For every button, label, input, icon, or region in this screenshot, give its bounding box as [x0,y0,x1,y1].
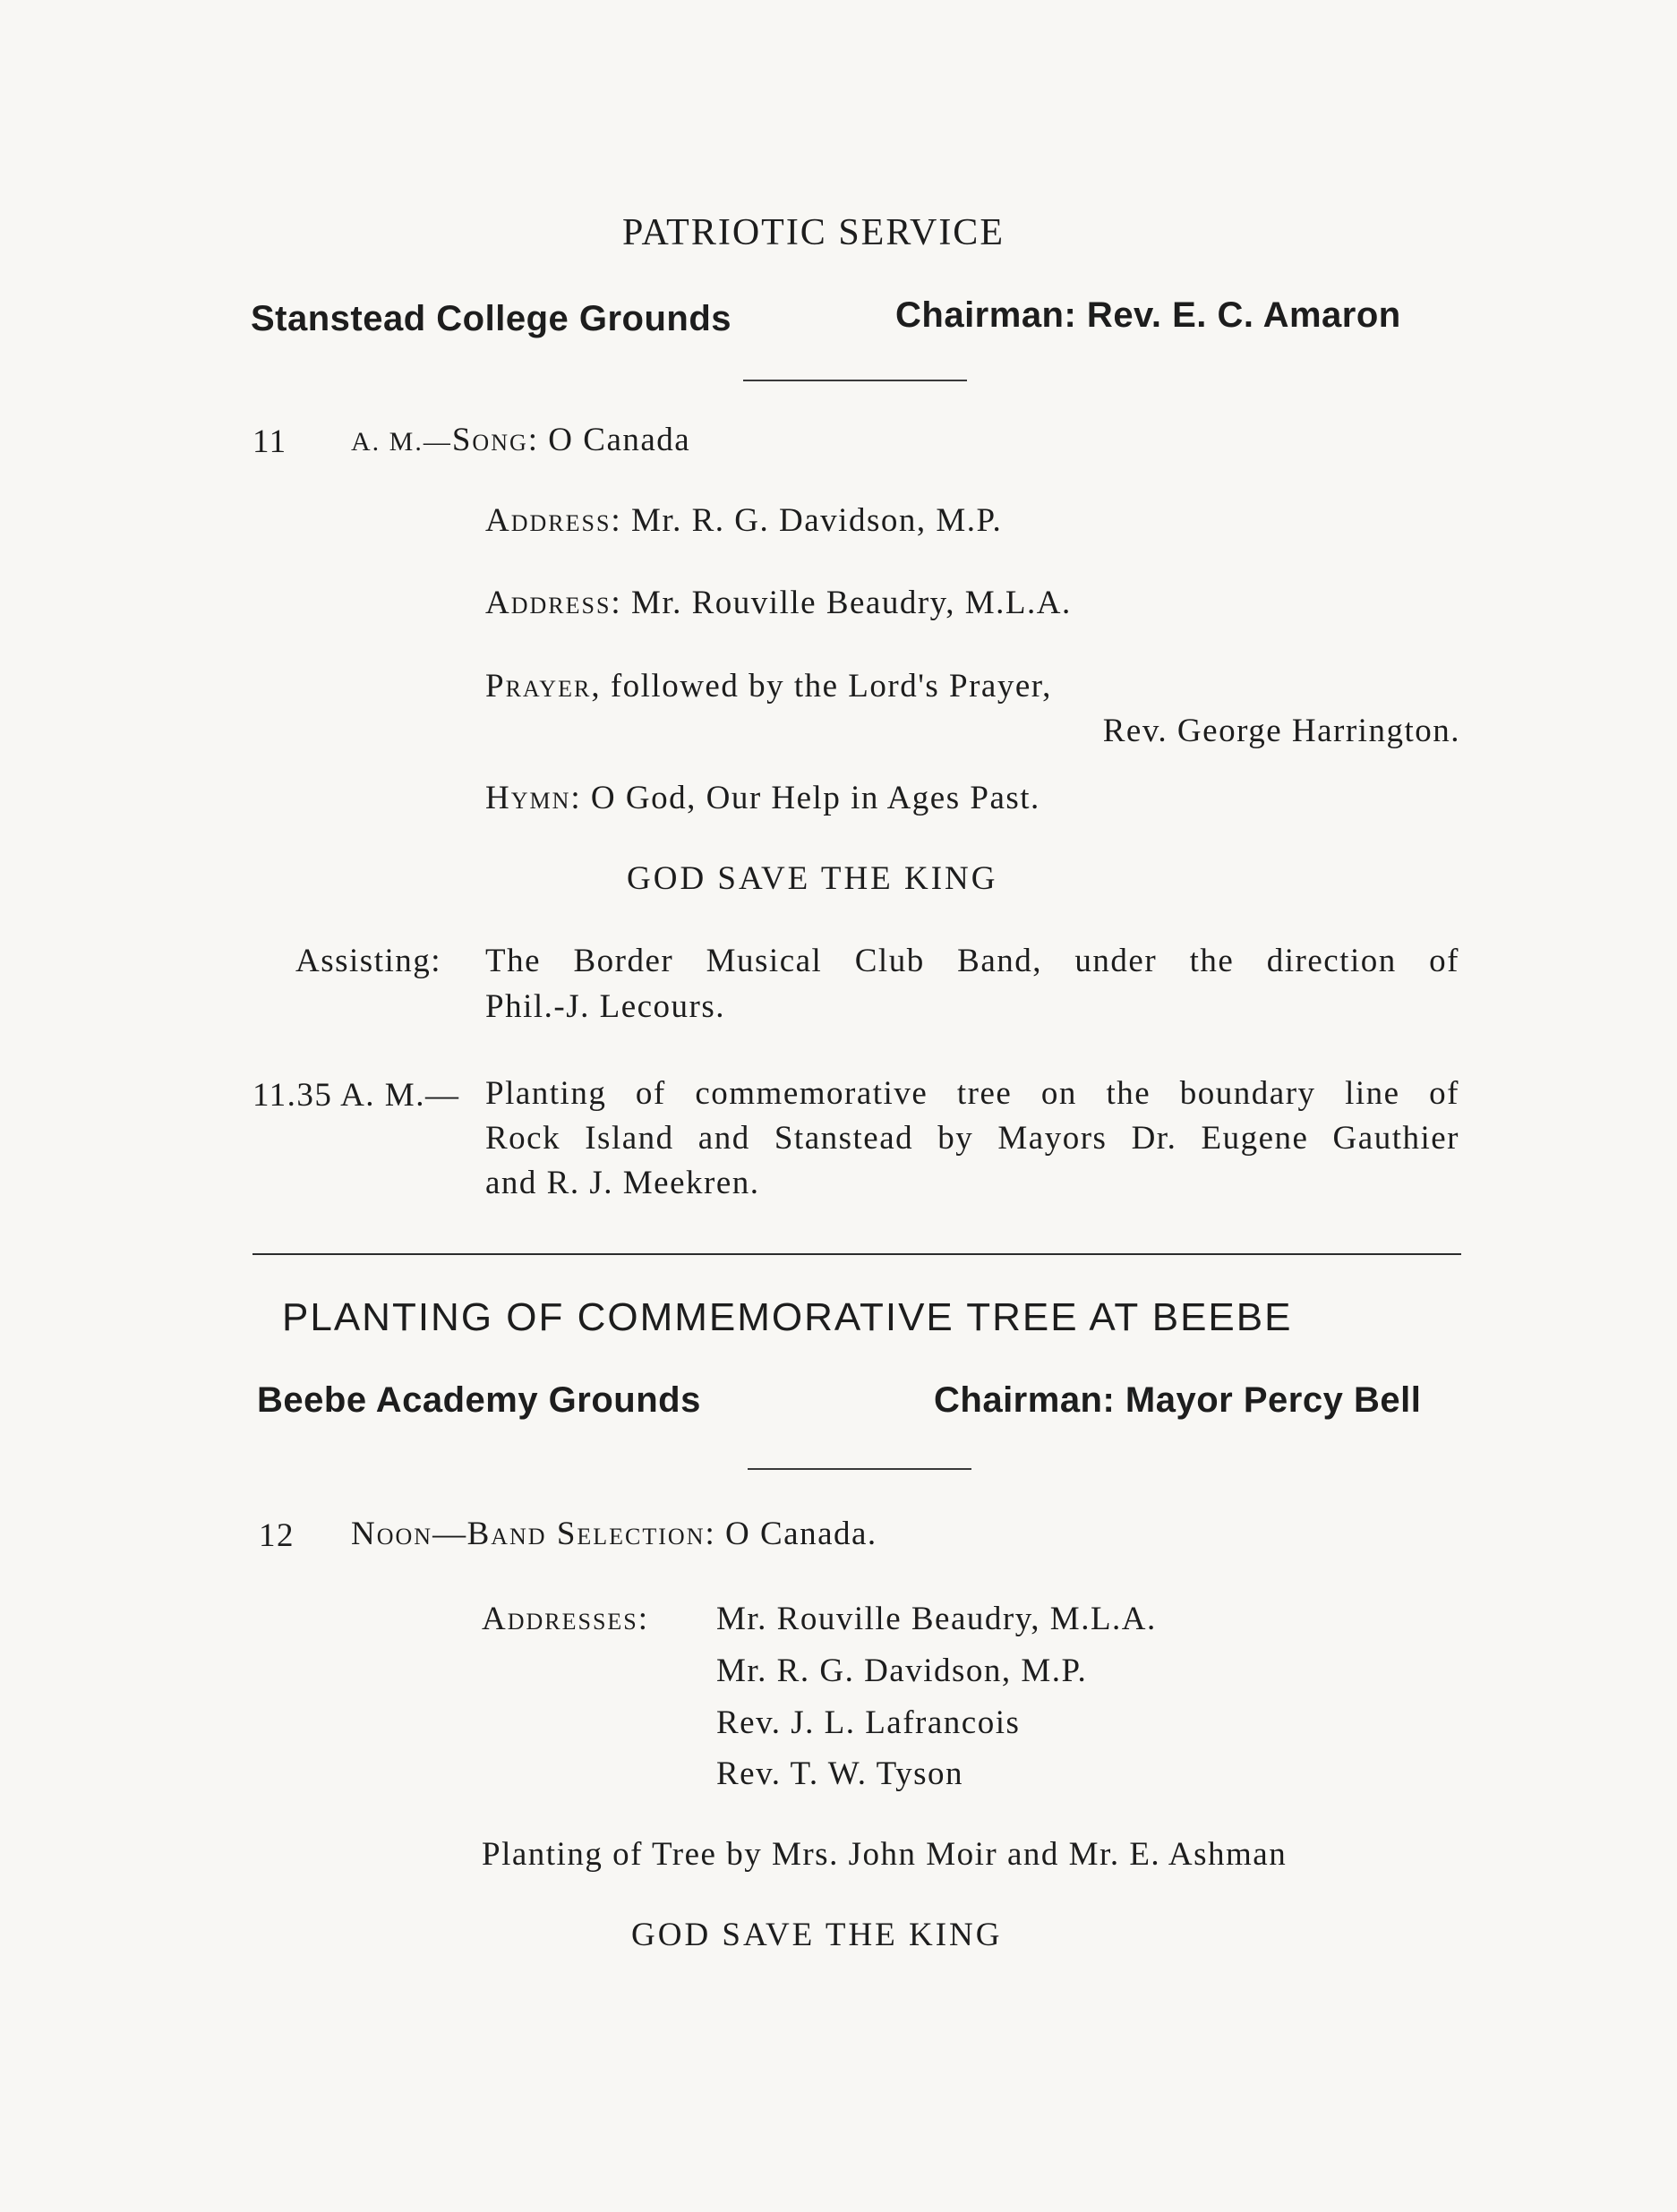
planting-line2: Rock Island and Stanstead by Mayors Dr. Eugene Gauthier [485,1120,1459,1157]
planting-line1: Planting of commemorative tree on the boundary line of [485,1075,1459,1112]
addresses-label: Addresses [482,1601,638,1637]
address1-value: : Mr. R. G. Davidson, M.P. [611,502,1003,539]
planting-tree: Planting of Tree by Mrs. John Moir and Mr. E. Ashman [482,1836,1288,1873]
section-separator [252,1253,1461,1255]
hymn-label: Hymn [485,780,571,816]
time-12: 12 [259,1517,295,1554]
time-11am: 11 [252,423,287,460]
address1-line [485,501,1002,540]
anthem-1: GOD SAVE THE KING [627,860,998,897]
addresses-label-line [482,1600,649,1638]
song-label: Song [451,422,528,458]
band-label: Band Selection [466,1516,706,1552]
noon-label: Noon [351,1516,433,1552]
noon-dash: — [432,1516,467,1552]
hymn-line [485,779,1040,817]
prayer-by: Rev. George Harrington. [1102,713,1460,749]
speaker-1: Mr. Rouville Beaudry, M.L.A. [716,1601,1157,1637]
speaker-2: Mr. R. G. Davidson, M.P. [716,1653,1088,1689]
prayer-label: Prayer [485,668,592,705]
section2-chairman: Chairman: Mayor Percy Bell [934,1380,1422,1420]
hymn-value: : O God, Our Help in Ages Past. [570,780,1040,816]
assisting-line1: The Border Musical Club Band, under the direction of [485,943,1459,979]
song-line [351,421,690,459]
address2-value: : Mr. Rouville Beaudry, M.L.A. [611,585,1072,621]
speaker-4: Rev. T. W. Tyson [716,1755,963,1792]
time-suffix: A. M.— [351,427,452,457]
section2-location: Beebe Academy Grounds [257,1380,701,1420]
section1-location: Stanstead College Grounds [251,299,732,338]
anthem-2: GOD SAVE THE KING [631,1917,1003,1953]
section1-chairman: Chairman: Rev. E. C. Amaron [895,295,1401,335]
address2-line [485,584,1072,622]
address2-label: Address [485,585,612,621]
section2-title: PLANTING OF COMMEMORATIVE TREE AT BEEBE [282,1295,1293,1339]
assisting-label: Assisting: [295,943,442,979]
noon-line [351,1515,877,1553]
section1-divider [743,380,967,381]
section2-divider [748,1468,971,1470]
band-value: : O Canada. [705,1516,877,1552]
assisting-line2: Phil.-J. Lecours. [485,988,726,1025]
prayer-line [485,667,1052,705]
address1-label: Address [485,502,612,539]
song-value: : O Canada [527,422,691,458]
time-1135am: 11.35 A. M.— [252,1077,460,1114]
planting-line3: and R. J. Meekren. [485,1165,760,1201]
speaker-3: Rev. J. L. Lafrancois [716,1704,1021,1741]
section1-title: PATRIOTIC SERVICE [622,212,1005,253]
prayer-value: , followed by the Lord's Prayer, [591,668,1052,705]
addresses-colon: : [637,1601,649,1637]
